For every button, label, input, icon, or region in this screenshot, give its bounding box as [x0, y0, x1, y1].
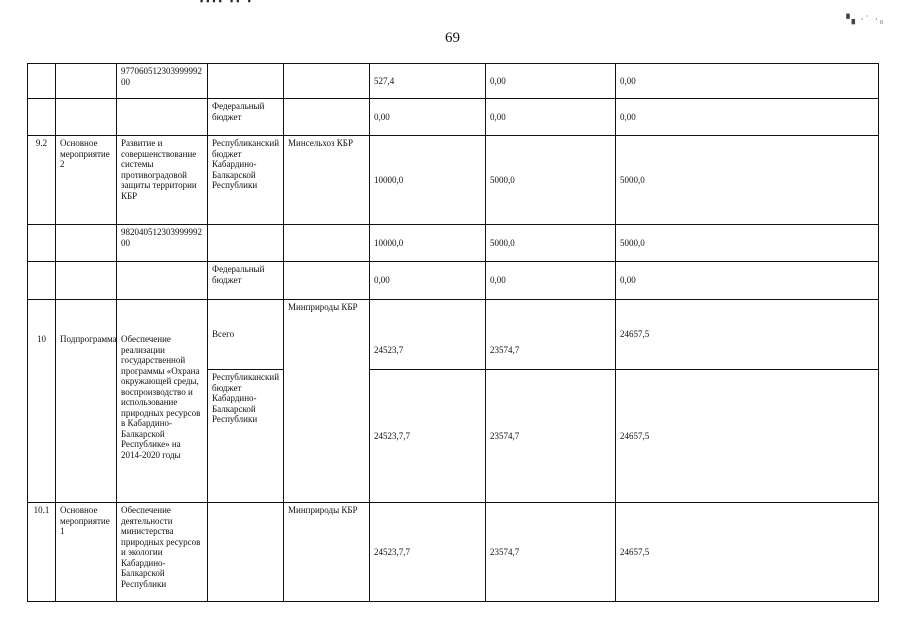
measure-value-3: 24657,5 [616, 503, 879, 602]
row-value-1: 10000,0 [370, 136, 486, 225]
row-type [56, 64, 117, 99]
table-row [28, 99, 879, 136]
row-name: 97706051230399999200 [117, 64, 208, 99]
subprogram-source-republican: Республиканский бюджет Кабардино-Балкарской Республики [208, 370, 284, 503]
row-name [117, 262, 208, 300]
row-type: Основное мероприятие 2 [56, 136, 117, 225]
row-value-1: 10000,0 [370, 225, 486, 262]
row-source [208, 64, 284, 99]
row-index: 9.2 [28, 136, 56, 225]
measure-value-2: 23574,7 [486, 503, 616, 602]
row-value-2: 0,00 [486, 262, 616, 300]
subprogram-source-total: Всего [208, 300, 284, 370]
subprogram-name: Обеспечение реализации государственной программы «Охрана окружающей среды, воспроизводство и использование природных ресурсов в Кабардино-Балкарской Республике» на 2014-2020 годы [117, 300, 208, 503]
row-executor [284, 64, 370, 99]
subprogram-index: 10 [28, 300, 56, 503]
row-name: 98204051230399999200 [117, 225, 208, 262]
subprogram-total-value-2: 23574,7 [486, 300, 616, 370]
scan-artifact-corner: ▝▖·˙ ·₀ [842, 14, 885, 24]
measure-executor: Минприроды КБР [284, 503, 370, 602]
row-value-3: 5000,0 [616, 225, 879, 262]
row-source: Федеральный бюджет [208, 262, 284, 300]
measure-value-1: 24523,7,7 [370, 503, 486, 602]
subprogram-row-total [28, 300, 879, 370]
row-value-2: 5000,0 [486, 225, 616, 262]
row-value-2: 0,00 [486, 99, 616, 136]
table-row [28, 136, 879, 225]
row-index [28, 225, 56, 262]
row-name [117, 99, 208, 136]
row-source [208, 225, 284, 262]
row-value-3: 5000,0 [616, 136, 879, 225]
row-type [56, 225, 117, 262]
subprogram-rep-value-2: 23574,7 [486, 370, 616, 503]
row-value-2: 0,00 [486, 64, 616, 99]
row-value-3: 0,00 [616, 64, 879, 99]
table-row [28, 64, 879, 99]
row-type [56, 262, 117, 300]
row-executor [284, 99, 370, 136]
table-row [28, 503, 879, 602]
subprogram-rep-value-3: 24657,5 [616, 370, 879, 503]
row-index [28, 64, 56, 99]
row-value-3: 0,00 [616, 262, 879, 300]
subprogram-rep-value-1: 24523,7,7 [370, 370, 486, 503]
table-row [28, 262, 879, 300]
row-executor: Минсельхоз КБР [284, 136, 370, 225]
measure-type: Основное мероприятие 1 [56, 503, 117, 602]
subprogram-total-value-3: 24657,5 [616, 300, 879, 370]
row-index [28, 99, 56, 136]
row-source: Республиканский бюджет Кабардино-Балкарской Республики [208, 136, 284, 225]
measure-index: 10.1 [28, 503, 56, 602]
row-executor [284, 262, 370, 300]
subprogram-total-value-1: 24523,7 [370, 300, 486, 370]
row-name: Развитие и совершенствование системы противоградовой защиты территории КБР [117, 136, 208, 225]
row-value-1: 0,00 [370, 99, 486, 136]
page-number: 69 [445, 30, 460, 46]
row-executor [284, 225, 370, 262]
row-value-1: 527,4 [370, 64, 486, 99]
budget-table [27, 63, 879, 602]
table-row [28, 225, 879, 262]
row-index [28, 262, 56, 300]
row-value-1: 0,00 [370, 262, 486, 300]
row-value-2: 5000,0 [486, 136, 616, 225]
row-type [56, 99, 117, 136]
measure-source [208, 503, 284, 602]
row-source: Федеральный бюджет [208, 99, 284, 136]
measure-name: Обеспечение деятельности министерства природных ресурсов и экологии Кабардино-Балкарской Республики [117, 503, 208, 602]
row-value-3: 0,00 [616, 99, 879, 136]
subprogram-executor: Минприроды КБР [284, 300, 370, 503]
scan-artifact-top: ▪▪▪▪ ▪▪ ▪ [200, 0, 254, 6]
subprogram-type: Подпрограмма [56, 300, 117, 503]
